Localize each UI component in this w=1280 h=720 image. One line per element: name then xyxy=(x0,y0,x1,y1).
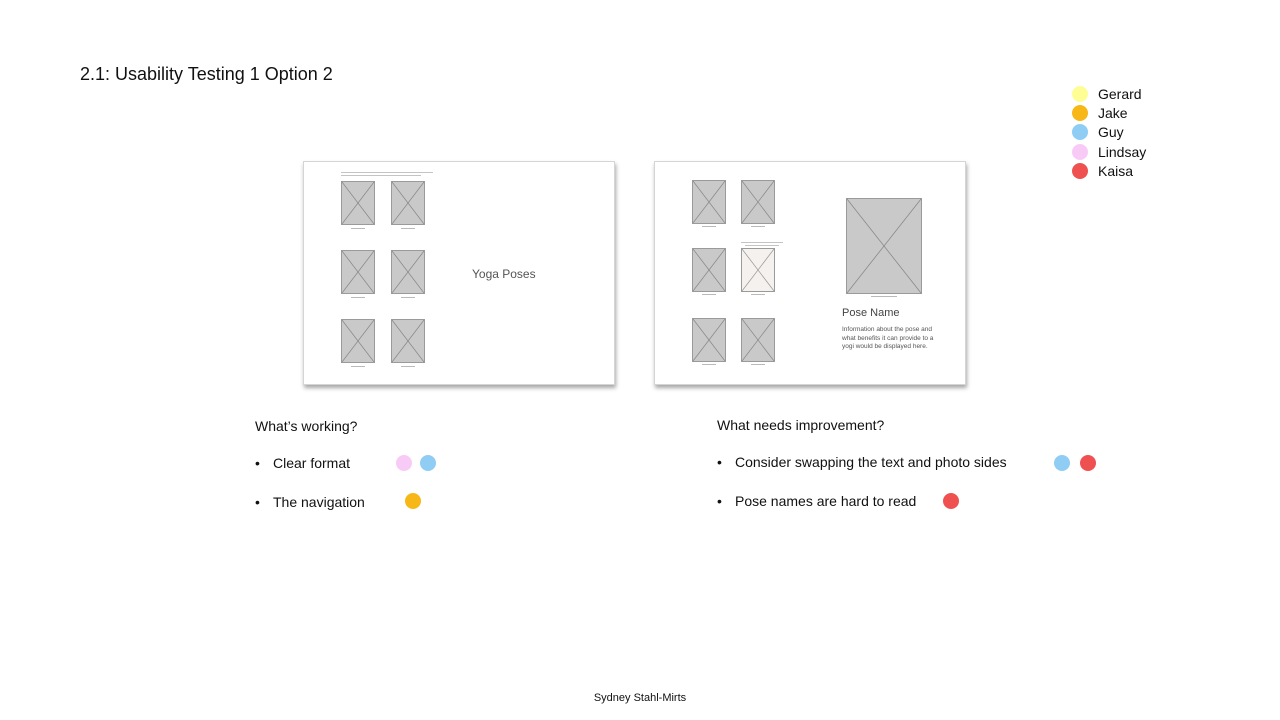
image-placeholder-icon xyxy=(391,181,425,225)
wireframe-yoga-poses-screen xyxy=(303,161,615,385)
participant-dot xyxy=(396,455,412,471)
bullet-mark: • xyxy=(717,454,722,470)
image-placeholder-icon xyxy=(692,318,726,362)
image-placeholder-icon xyxy=(692,248,726,292)
pose-caption-line xyxy=(401,366,415,367)
selected-note-line xyxy=(745,245,779,246)
pose-caption-line xyxy=(702,364,716,365)
legend-dot xyxy=(1072,105,1088,121)
legend-item-jake xyxy=(1072,103,1146,122)
participant-dot xyxy=(420,455,436,471)
legend-item-guy xyxy=(1072,123,1146,142)
image-placeholder-icon xyxy=(341,181,375,225)
feedback-dots xyxy=(405,493,421,509)
pose-caption-line xyxy=(401,297,415,298)
header-text-line xyxy=(341,175,421,176)
legend-dot xyxy=(1072,163,1088,179)
legend-item-lindsay xyxy=(1072,142,1146,161)
pose-info-text: Information about the pose and what benefits it can provide to a yogi would be displayed here. xyxy=(842,326,934,350)
pose-caption-line xyxy=(351,297,365,298)
legend-label: Jake xyxy=(1098,104,1128,121)
pose-caption-line xyxy=(751,364,765,365)
author-footer: Sydney Stahl-Mirts xyxy=(593,692,687,704)
image-placeholder-icon xyxy=(692,180,726,224)
image-placeholder-icon xyxy=(341,319,375,363)
pose-name-heading: Pose Name xyxy=(842,307,900,319)
image-placeholder-icon xyxy=(741,318,775,362)
feedback-dots xyxy=(943,493,959,509)
feedback-dots xyxy=(396,455,436,471)
selected-pose-placeholder-icon xyxy=(741,248,775,292)
legend-label: Lindsay xyxy=(1098,143,1147,160)
large-image-caption-line xyxy=(871,296,897,297)
participant-dot xyxy=(1054,455,1070,471)
wireframe-pose-detail-screen xyxy=(654,161,966,385)
legend-label: Guy xyxy=(1098,124,1124,141)
bullet-mark: • xyxy=(255,494,260,510)
legend-dot xyxy=(1072,124,1088,140)
needs-improvement-heading: What needs improvement? xyxy=(717,417,885,433)
legend-item-gerard xyxy=(1072,84,1146,103)
feedback-dots xyxy=(1054,455,1096,471)
bullet-mark: • xyxy=(255,455,260,471)
legend-label: Kaisa xyxy=(1098,162,1134,179)
working-item-clear-format xyxy=(255,455,350,471)
legend-label: Gerard xyxy=(1098,85,1142,102)
bullet-mark: • xyxy=(717,493,722,509)
participant-dot xyxy=(1080,455,1096,471)
yoga-poses-label: Yoga Poses xyxy=(472,267,536,281)
working-item-text: The navigation xyxy=(273,494,365,510)
pose-caption-line xyxy=(351,228,365,229)
large-pose-image-placeholder-icon xyxy=(846,198,922,294)
page-title: 2.1: Usability Testing 1 Option 2 xyxy=(80,64,333,84)
header-text-line xyxy=(341,172,433,173)
image-placeholder-icon xyxy=(391,250,425,294)
pose-caption-line xyxy=(702,294,716,295)
legend-item-kaisa xyxy=(1072,161,1146,180)
image-placeholder-icon xyxy=(341,250,375,294)
whats-working-heading: What’s working? xyxy=(255,418,358,434)
improve-item-text: Consider swapping the text and photo sides xyxy=(735,454,1007,470)
pose-caption-line xyxy=(702,226,716,227)
image-placeholder-icon xyxy=(741,180,775,224)
legend-dot xyxy=(1072,144,1088,160)
improve-item-pose-names xyxy=(717,493,916,509)
working-item-text: Clear format xyxy=(273,455,351,471)
legend-dot xyxy=(1072,86,1088,102)
participant-dot xyxy=(405,493,421,509)
participant-legend xyxy=(1072,84,1146,180)
image-placeholder-icon xyxy=(391,319,425,363)
working-item-navigation xyxy=(255,494,365,510)
participant-dot xyxy=(943,493,959,509)
pose-caption-line xyxy=(751,294,765,295)
selected-note-line xyxy=(741,242,783,243)
pose-caption-line xyxy=(401,228,415,229)
pose-caption-line xyxy=(751,226,765,227)
improve-item-swap-sides xyxy=(717,454,1007,470)
improve-item-text: Pose names are hard to read xyxy=(735,493,917,509)
pose-caption-line xyxy=(351,366,365,367)
